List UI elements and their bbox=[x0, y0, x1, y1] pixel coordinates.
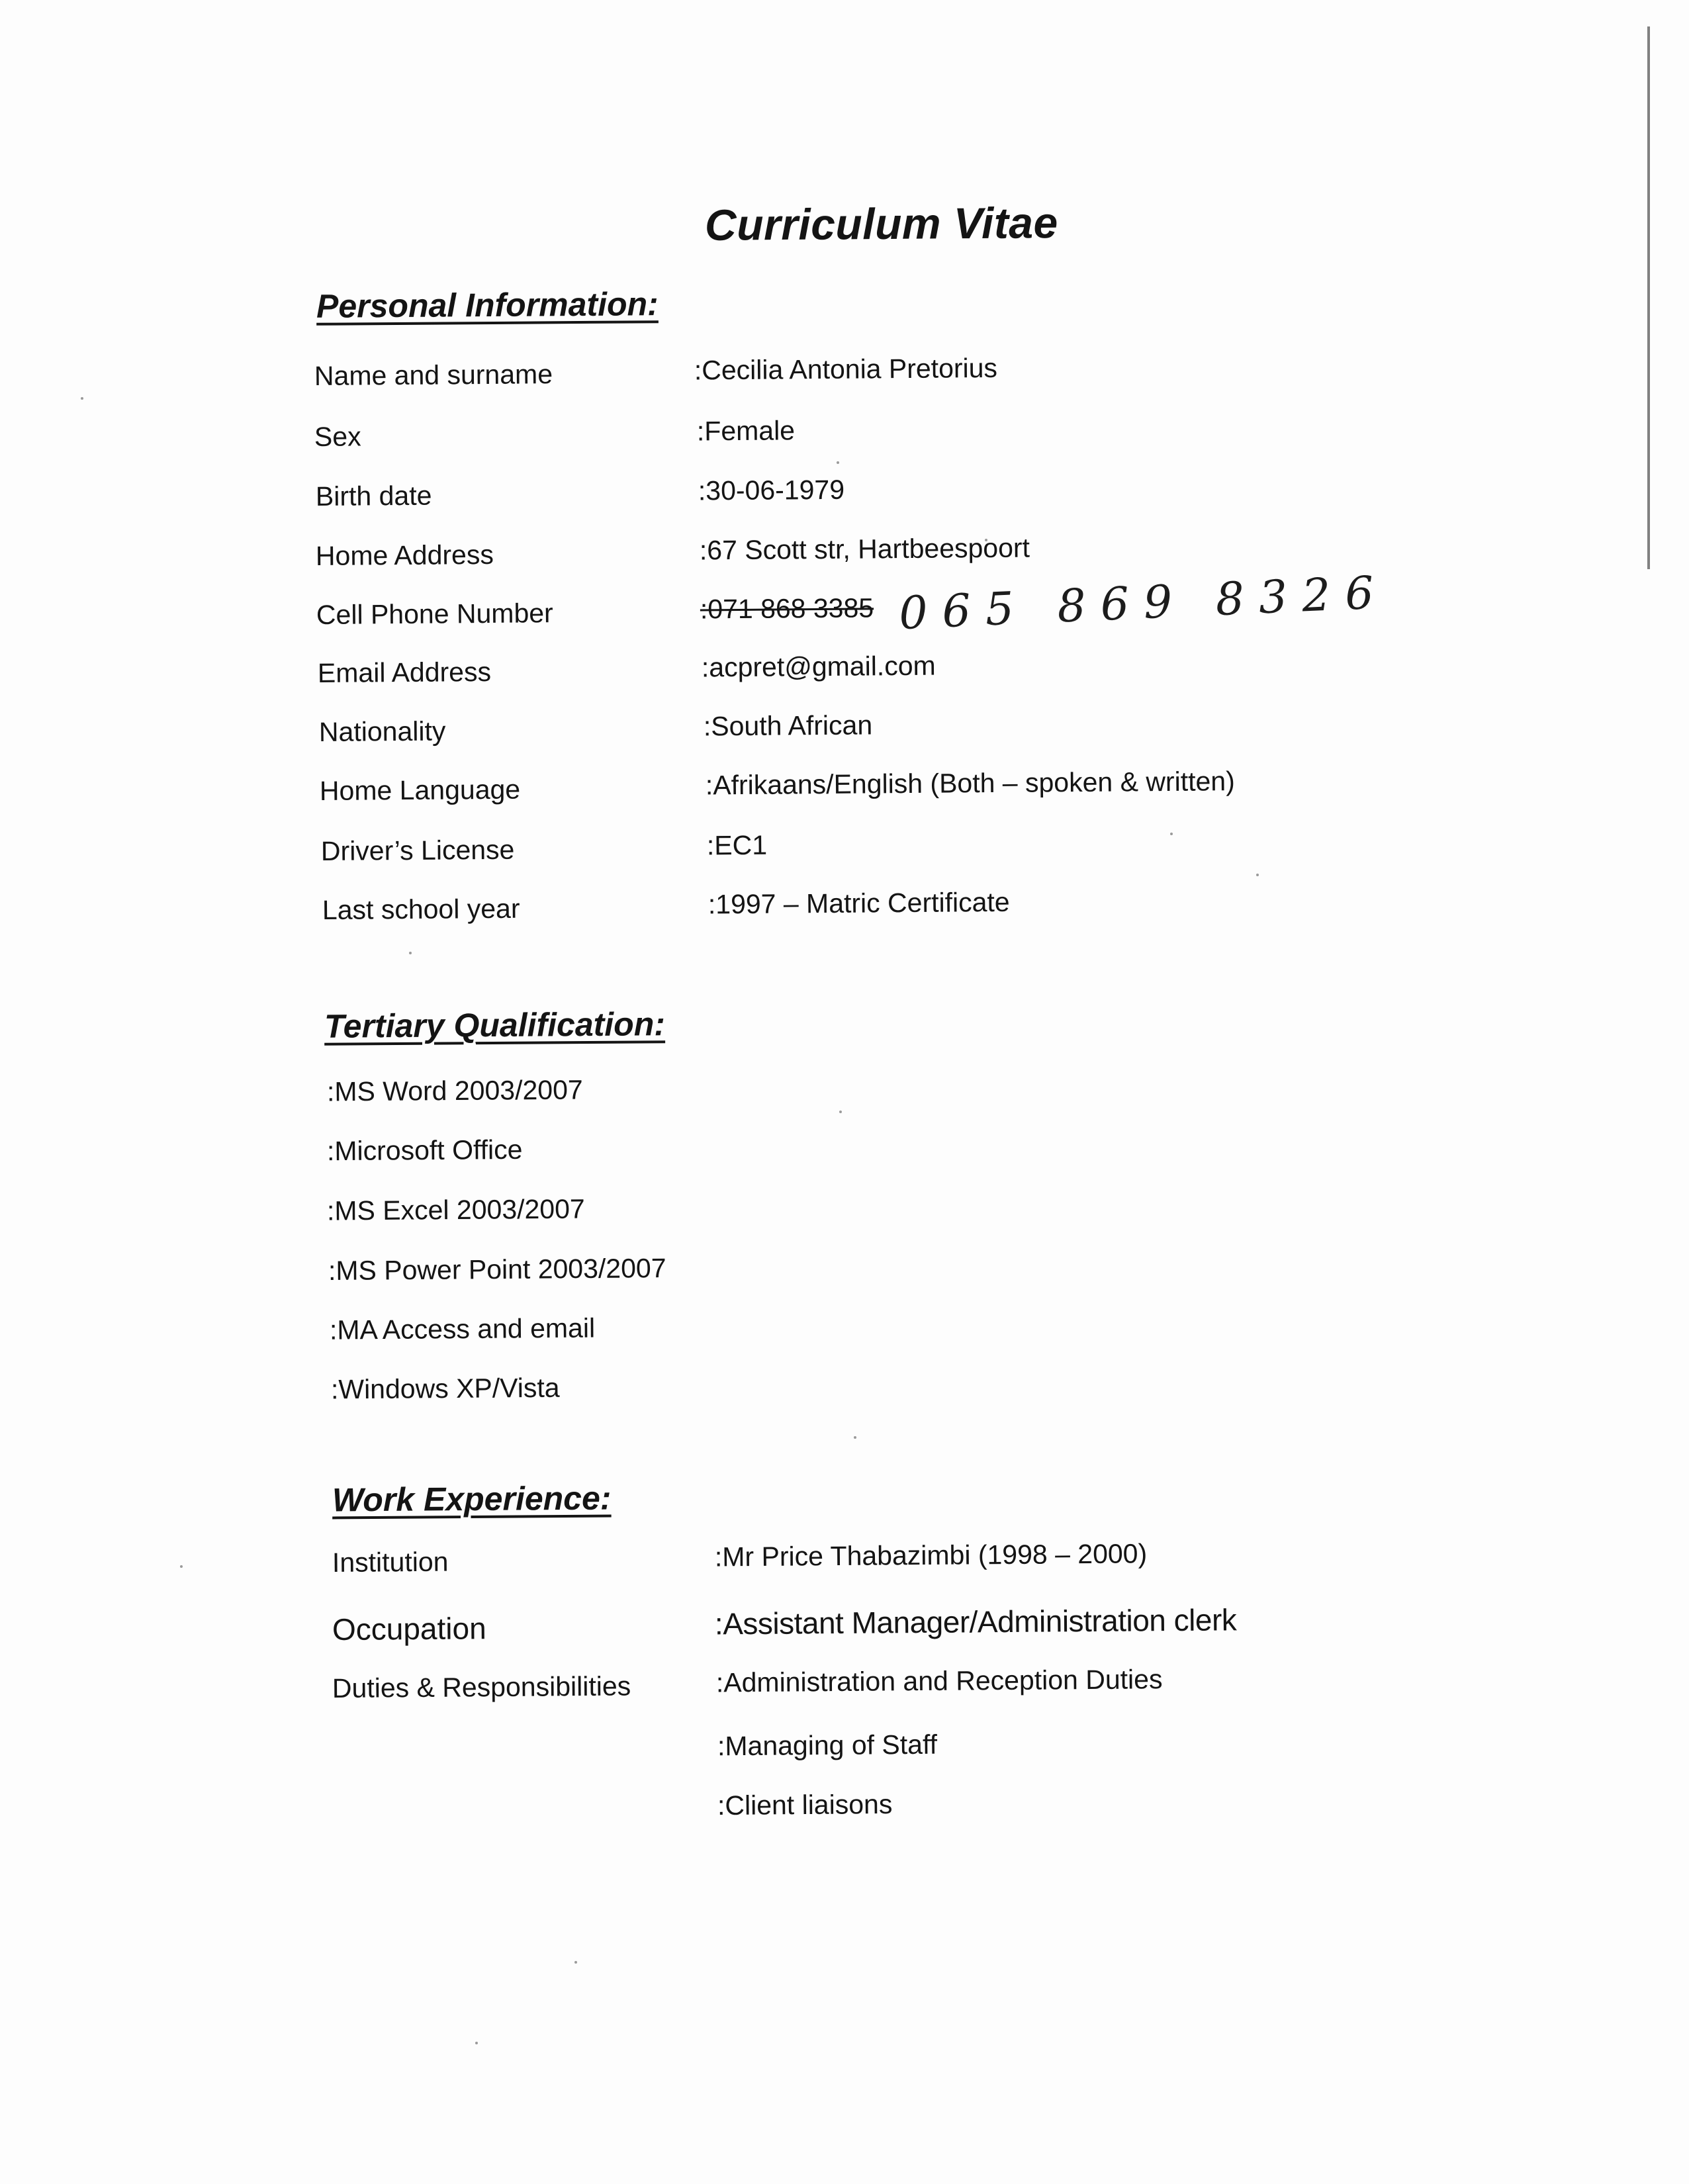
row-label: Email Address bbox=[317, 656, 492, 688]
info-row-email bbox=[318, 647, 1641, 698]
work-row-institution bbox=[332, 1537, 1656, 1587]
qualification-item: :MA Access and email bbox=[329, 1312, 596, 1345]
row-value: :South African bbox=[703, 709, 873, 742]
scan-speck bbox=[81, 397, 83, 400]
row-label: Occupation bbox=[332, 1611, 486, 1647]
row-label: Sex bbox=[314, 421, 361, 452]
info-row-name bbox=[314, 350, 1638, 400]
info-row-sex bbox=[314, 411, 1638, 461]
personal-information-heading: Personal Information: bbox=[316, 285, 659, 325]
info-row-birth-date bbox=[316, 471, 1639, 521]
info-row-home-address bbox=[316, 530, 1639, 580]
info-row-home-language bbox=[320, 765, 1643, 815]
row-value: :Assistant Manager/Administration clerk bbox=[714, 1602, 1237, 1641]
row-value-struck: :071 868 3385 bbox=[700, 592, 874, 625]
qualification-item: :MS Power Point 2003/2007 bbox=[328, 1252, 666, 1287]
info-row-last-school-year bbox=[322, 884, 1646, 934]
row-value: :acpret@gmail.com bbox=[701, 650, 936, 683]
row-value: :67 Scott str, Hartbeespoort bbox=[699, 532, 1030, 566]
row-label: Driver’s License bbox=[320, 834, 515, 866]
work-experience-heading: Work Experience: bbox=[332, 1479, 612, 1519]
row-value: :Mr Price Thabazimbi (1998 – 2000) bbox=[714, 1538, 1148, 1572]
row-label: Last school year bbox=[322, 893, 520, 925]
scan-speck bbox=[574, 1961, 577, 1964]
scan-speck bbox=[837, 461, 839, 464]
document-title: Curriculum Vitae bbox=[704, 198, 1058, 250]
row-label: Birth date bbox=[315, 480, 432, 512]
row-label: Duties & Responsibilities bbox=[332, 1670, 631, 1704]
row-value: :Afrikaans/English (Both – spoken & written) bbox=[705, 766, 1235, 801]
scan-speck bbox=[180, 1565, 183, 1568]
row-label: Name and surname bbox=[314, 359, 553, 391]
qualification-item: :Microsoft Office bbox=[326, 1134, 523, 1167]
row-value: :30-06-1979 bbox=[698, 474, 845, 506]
row-value: :EC1 bbox=[706, 829, 768, 861]
scan-speck bbox=[854, 1436, 856, 1439]
duty-item: :Managing of Staff bbox=[717, 1729, 938, 1762]
info-row-drivers-license bbox=[321, 825, 1645, 876]
scan-speck bbox=[839, 1111, 842, 1113]
row-label: Home Language bbox=[319, 774, 521, 806]
row-label: Institution bbox=[332, 1546, 449, 1578]
duty-item: :Client liaisons bbox=[717, 1788, 893, 1821]
row-label: Cell Phone Number bbox=[316, 598, 553, 630]
scan-speck bbox=[409, 952, 412, 954]
qualification-item: :MS Excel 2003/2007 bbox=[326, 1193, 585, 1226]
handwritten-phone-number: 065 869 8326 bbox=[897, 566, 1390, 641]
row-label: Nationality bbox=[318, 715, 446, 747]
tertiary-qualification-heading: Tertiary Qualification: bbox=[324, 1005, 666, 1045]
row-value: :Cecilia Antonia Pretorius bbox=[694, 352, 998, 386]
work-row-duties bbox=[332, 1662, 1656, 1713]
scan-speck bbox=[475, 2042, 478, 2044]
row-value: :Administration and Reception Duties bbox=[715, 1664, 1163, 1698]
qualification-item: :Windows XP/Vista bbox=[330, 1372, 560, 1405]
row-label: Home Address bbox=[315, 539, 494, 571]
row-value: :Female bbox=[696, 415, 796, 447]
qualification-item: :MS Word 2003/2007 bbox=[326, 1074, 583, 1107]
row-value: :1997 – Matric Certificate bbox=[708, 886, 1010, 920]
info-row-nationality bbox=[319, 706, 1643, 756]
work-row-occupation bbox=[332, 1601, 1656, 1651]
scan-edge-line bbox=[1647, 26, 1650, 569]
scan-speck bbox=[1256, 874, 1259, 876]
